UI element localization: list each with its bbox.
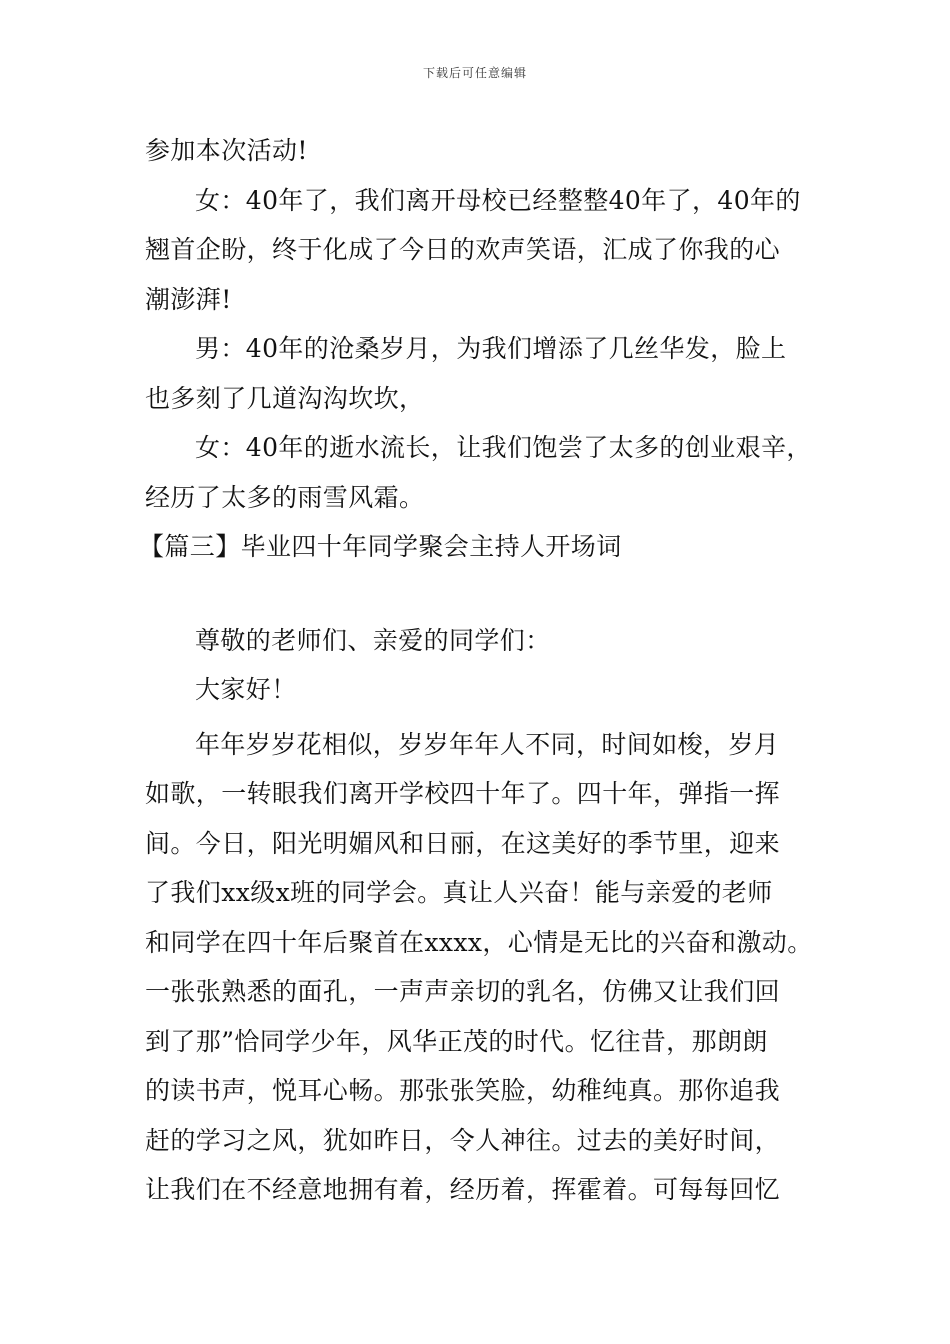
- text-line: 参加本次活动!: [145, 136, 308, 165]
- document-body: [139, 126, 835, 1215]
- dialogue-line: 男：40年的沧桑岁月，为我们增添了几丝华发，脸上: [195, 334, 787, 363]
- text-line: 翘首企盼，终于化成了今日的欢声笑语，汇成了你我的心: [145, 235, 781, 264]
- paragraph-line: 了我们xx级x班的同学会。真让人兴奋！能与亲爱的老师: [145, 878, 773, 907]
- paragraph-line: 到了那”恰同学少年，风华正茂的时代。忆往昔，那朗朗: [145, 1026, 768, 1056]
- paragraph-line: 赶的学习之风，犹如昨日，令人神往。过去的美好时间，: [145, 1125, 781, 1155]
- page-header: 下载后可任意编辑: [422, 66, 527, 80]
- dialogue-line: 女：40年的逝水流长，让我们饱尝了太多的创业艰辛，: [195, 433, 812, 462]
- spacer: [145, 572, 835, 616]
- paragraph-line: 的读书声，悦耳心畅。那张张笑脸，幼稚纯真。那你追我: [145, 1076, 781, 1105]
- paragraph-line: 和同学在四十年后聚首在xxxx，心情是无比的兴奋和激动。: [145, 927, 813, 957]
- greeting-line: 尊敬的老师们、亲爱的同学们：: [195, 625, 551, 655]
- hello-line: 大家好！: [195, 675, 297, 704]
- paragraph-line: 如歌，一转眼我们离开学校四十年了。四十年，弹指一挥: [145, 779, 781, 808]
- dialogue-line: 女：40年了，我们离开母校已经整整40年了，40年的: [195, 185, 801, 215]
- paragraph-line: 一张张熟悉的面孔，一声声亲切的乳名，仿佛又让我们回: [145, 977, 781, 1006]
- section-heading: 【篇三】毕业四十年同学聚会主持人开场词: [139, 532, 622, 561]
- paragraph-line: 年年岁岁花相似，岁岁年年人不同，时间如梭，岁月: [195, 729, 780, 759]
- text-line: 也多刻了几道沟沟坎坎，: [145, 383, 425, 413]
- text-line: 潮澎湃!: [145, 284, 232, 314]
- text-line: 经历了太多的雨雪风霜。: [145, 482, 425, 512]
- paragraph-line: 让我们在不经意地拥有着，经历着，挥霍着。可每每回忆: [145, 1175, 781, 1204]
- paragraph-line: 间。今日，阳光明媚风和日丽，在这美好的季节里，迎来: [145, 828, 781, 858]
